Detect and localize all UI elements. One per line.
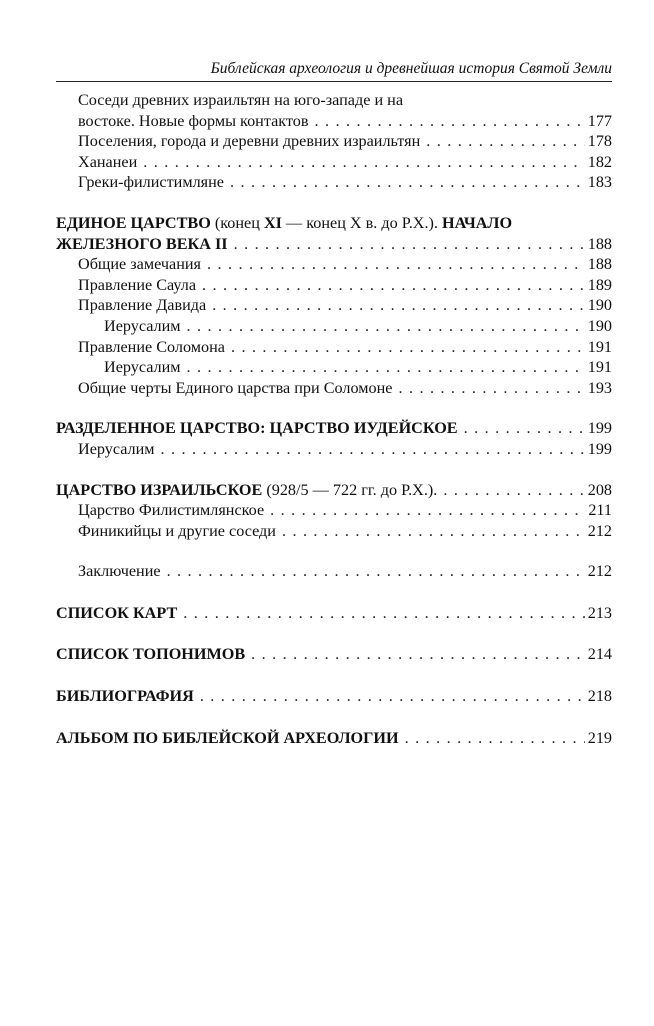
- heading-part: (конец: [210, 213, 264, 232]
- leader-dots: [315, 111, 585, 132]
- toc-entry-page: 189: [587, 275, 612, 294]
- leader-dots: [183, 603, 584, 624]
- toc-entry-page: 199: [587, 419, 612, 438]
- toc-entry-title: Общие замечания: [78, 255, 201, 274]
- leader-dots: [405, 728, 585, 749]
- toc-entry-page: 188: [587, 234, 612, 253]
- heading-part: (928/5 — 722 гг. до Р.Х.).: [262, 480, 438, 499]
- toc-entry[interactable]: [56, 337, 612, 358]
- leader-dots: [143, 152, 584, 173]
- toc-entry-page: 214: [587, 645, 612, 664]
- toc-entry-page: 193: [587, 378, 612, 397]
- leader-dots: [398, 378, 584, 399]
- toc-subentry[interactable]: [56, 357, 612, 378]
- toc-entry-title: АЛЬБОМ ПО БИБЛЕЙСКОЙ АРХЕОЛОГИИ: [56, 728, 399, 747]
- leader-dots: [212, 295, 585, 316]
- toc-entry-title: Иерусалим: [104, 316, 181, 335]
- toc-entry-page: 190: [587, 296, 612, 315]
- heading-part: — конец X в. до Р.Х.).: [281, 213, 443, 232]
- leader-dots: [187, 316, 585, 337]
- heading-part: XI: [263, 213, 282, 232]
- toc-subentry[interactable]: [56, 316, 612, 337]
- toc-entry[interactable]: [56, 111, 612, 132]
- toc-entry-page: 199: [587, 439, 612, 458]
- leader-dots: [187, 357, 585, 378]
- leader-dots: [270, 500, 585, 521]
- toc-section-heading[interactable]: [56, 480, 612, 501]
- table-of-contents: [56, 90, 612, 748]
- toc-entry-title: Правление Соломона: [78, 337, 225, 356]
- toc-entry-page: 177: [587, 111, 612, 130]
- leader-dots: [231, 337, 585, 358]
- toc-entry-title: БИБЛИОГРАФИЯ: [56, 687, 194, 706]
- toc-entry-page: 178: [587, 132, 612, 151]
- toc-entry[interactable]: [56, 131, 612, 152]
- toc-entry-page: 190: [587, 316, 612, 335]
- toc-entry[interactable]: [56, 172, 612, 193]
- heading-part: ЦАРСТВО ИЗРАИЛЬСКОЕ: [56, 480, 263, 499]
- toc-entry[interactable]: [56, 521, 612, 542]
- toc-entry-page: 212: [587, 521, 612, 540]
- toc-entry[interactable]: [56, 295, 612, 316]
- leader-dots: [426, 131, 584, 152]
- toc-entry-page: 213: [587, 603, 612, 622]
- toc-entry-title: Иерусалим: [104, 358, 181, 377]
- toc-entry[interactable]: [56, 439, 612, 460]
- toc-section-heading-line: [56, 213, 612, 234]
- heading-part: ЕДИНОЕ ЦАРСТВО: [56, 213, 211, 232]
- toc-entry-page: 208: [587, 480, 612, 499]
- toc-entry-page: 191: [587, 337, 612, 356]
- toc-entry-title: СПИСОК ТОПОНИМОВ: [56, 645, 246, 664]
- heading-part: НАЧАЛО: [442, 213, 513, 232]
- leader-dots: [464, 418, 585, 439]
- toc-section-heading[interactable]: [56, 686, 612, 707]
- toc-entry[interactable]: [56, 152, 612, 173]
- toc-entry-title: [56, 480, 437, 501]
- toc-entry-title: Общие черты Единого царства при Соломоне: [78, 378, 393, 397]
- leader-dots: [207, 254, 585, 275]
- toc-entry-page: 212: [587, 562, 612, 581]
- leader-dots: [234, 234, 585, 255]
- leader-dots: [443, 480, 584, 501]
- leader-dots: [200, 686, 585, 707]
- leader-dots: [161, 439, 585, 460]
- toc-page: [56, 60, 612, 748]
- leader-dots: [251, 644, 585, 665]
- toc-entry-title: Заключение: [78, 562, 161, 581]
- toc-section-heading[interactable]: [56, 728, 612, 749]
- toc-entry-page: 219: [587, 728, 612, 747]
- toc-section-heading[interactable]: [56, 234, 612, 255]
- toc-entry[interactable]: [56, 500, 612, 521]
- toc-section-heading[interactable]: [56, 644, 612, 665]
- toc-entry[interactable]: [56, 561, 612, 582]
- leader-dots: [167, 561, 585, 582]
- running-head: Библейская археология и древнейшая история Святой Земли: [56, 60, 612, 82]
- toc-entry-page: 211: [588, 501, 612, 520]
- toc-entry-line: Соседи древних израильтян на юго-западе и на: [78, 91, 404, 109]
- toc-entry-title: Греки-филистимляне: [78, 173, 224, 192]
- toc-entry[interactable]: [56, 254, 612, 275]
- toc-entry[interactable]: [56, 275, 612, 296]
- toc-entry-title: Правление Давида: [78, 296, 207, 315]
- toc-entry-title: СПИСОК КАРТ: [56, 603, 178, 622]
- leader-dots: [282, 521, 585, 542]
- toc-entry-title: Хананеи: [78, 152, 138, 171]
- leader-dots: [230, 172, 585, 193]
- toc-entry-title: РАЗДЕЛЕННОЕ ЦАРСТВО: ЦАРСТВО ИУДЕЙСКОЕ: [56, 419, 458, 438]
- toc-entry-title: востоке. Новые формы контактов: [78, 111, 309, 130]
- leader-dots: [202, 275, 585, 296]
- toc-entry-title: Иерусалим: [78, 439, 155, 458]
- toc-entry-page: 191: [587, 358, 612, 377]
- toc-entry-page: 218: [587, 687, 612, 706]
- toc-entry-title: Царство Филистимлянское: [78, 501, 265, 520]
- toc-entry-page: 188: [587, 255, 612, 274]
- toc-entry-title: Финикийцы и другие соседи: [78, 521, 276, 540]
- toc-entry-title: Правление Саула: [78, 275, 197, 294]
- toc-entry-page: 182: [587, 152, 612, 171]
- toc-entry-title: Поселения, города и деревни древних израильтян: [78, 132, 421, 151]
- toc-entry-page: 183: [587, 173, 612, 192]
- toc-entry[interactable]: [56, 378, 612, 399]
- toc-section-heading[interactable]: [56, 418, 612, 439]
- toc-section-heading[interactable]: [56, 603, 612, 624]
- toc-entry-title: ЖЕЛЕЗНОГО ВЕКА II: [56, 234, 228, 253]
